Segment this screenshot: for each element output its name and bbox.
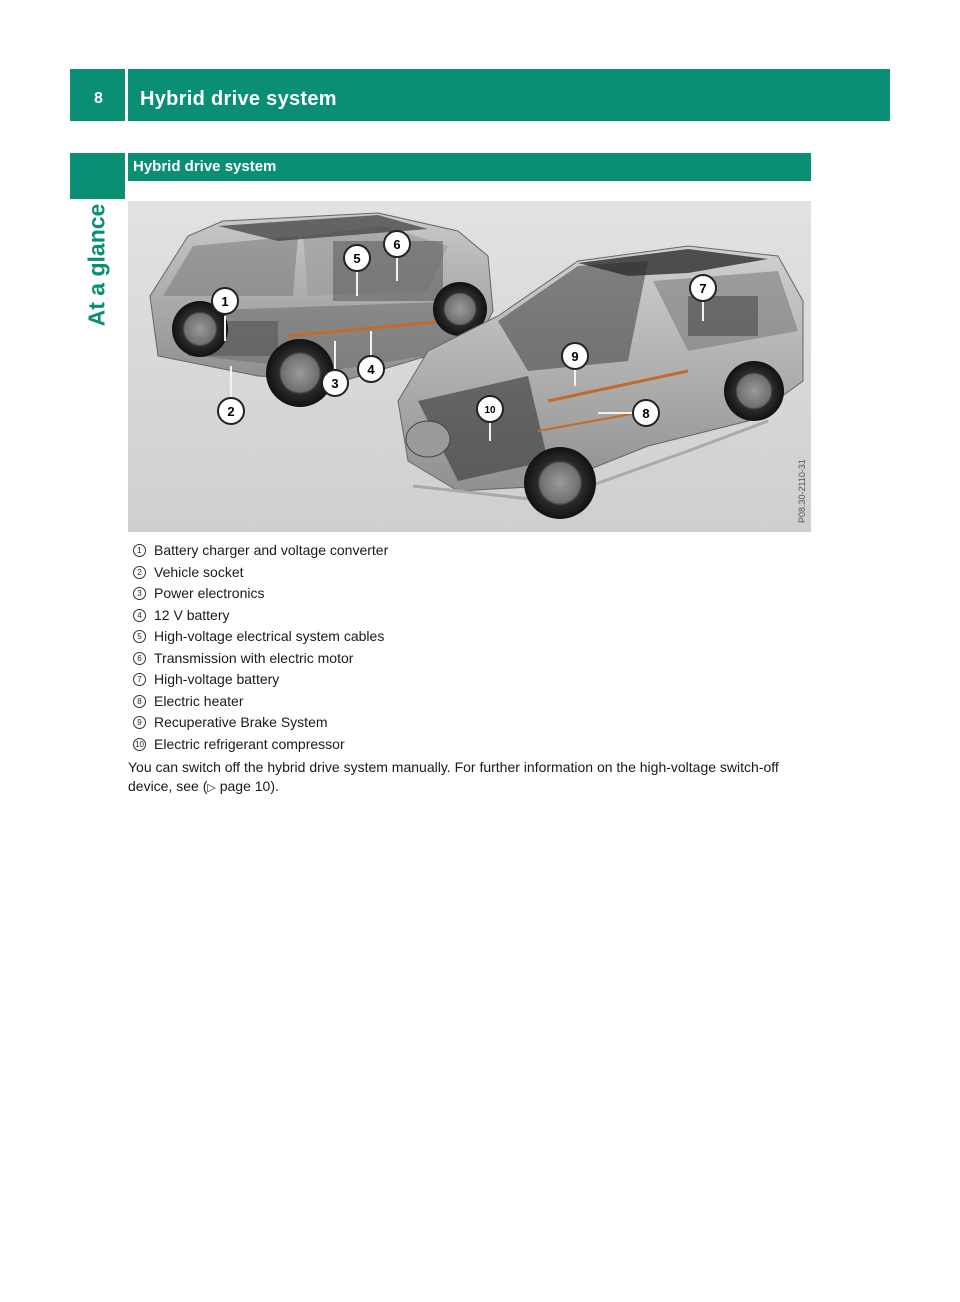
side-tab-label: At a glance [83, 203, 110, 327]
legend-number: 3 [133, 587, 146, 600]
legend-item [133, 691, 813, 713]
callout-2 [218, 398, 244, 424]
legend-number: 9 [133, 716, 146, 729]
callout-9 [562, 343, 588, 369]
legend-text: Electric refrigerant compressor [154, 735, 345, 752]
legend-item [133, 583, 813, 605]
section-title: Hybrid drive system [133, 158, 277, 175]
legend-list [133, 540, 813, 755]
legend-number: 2 [133, 566, 146, 579]
callout-10 [477, 396, 503, 422]
legend-text: Vehicle socket [154, 563, 244, 580]
legend-text: High-voltage electrical system cables [154, 628, 385, 644]
legend-item [133, 562, 813, 584]
legend-item [133, 734, 813, 756]
legend-text: Recuperative Brake System [154, 714, 328, 730]
page-title: Hybrid drive system [140, 88, 337, 110]
callout-4 [358, 356, 384, 382]
svg-text:9: 9 [571, 349, 579, 364]
legend-item [133, 669, 813, 691]
callout-1 [212, 288, 238, 314]
page-number: 8 [94, 90, 103, 107]
svg-text:10: 10 [484, 405, 496, 416]
svg-text:5: 5 [353, 251, 361, 266]
photo-code: P08.30-2110-31 [797, 459, 807, 523]
legend-number: 1 [133, 544, 146, 557]
legend-item [133, 712, 813, 734]
callout-7 [690, 275, 716, 301]
legend-item [133, 540, 813, 562]
legend-text: High-voltage battery [154, 671, 280, 687]
legend-number: 8 [133, 695, 146, 708]
callout-5 [344, 245, 370, 271]
legend-number: 7 [133, 673, 146, 686]
svg-text:2: 2 [227, 404, 235, 419]
legend-text: Transmission with electric motor [154, 649, 354, 666]
svg-text:3: 3 [331, 376, 339, 391]
page-reference-link[interactable]: page 10). [215, 778, 279, 794]
legend-text: Power electronics [154, 585, 265, 601]
svg-text:8: 8 [642, 406, 650, 421]
legend-text: Battery charger and voltage converter [154, 542, 389, 558]
callout-3 [322, 370, 348, 396]
callout-6 [384, 231, 410, 257]
svg-text:4: 4 [367, 362, 375, 377]
legend-item [133, 626, 813, 648]
switch-off-paragraph [128, 758, 818, 798]
legend-number: 6 [133, 652, 146, 665]
legend-number: 4 [133, 609, 146, 622]
legend-text: 12 V battery [154, 606, 230, 623]
legend-number: 5 [133, 630, 146, 643]
legend-item [133, 605, 813, 627]
svg-text:1: 1 [221, 294, 229, 309]
page-reference-arrow-icon: ▷ [207, 782, 216, 794]
legend-item [133, 648, 813, 670]
legend-text: Electric heater [154, 692, 244, 709]
svg-text:6: 6 [393, 237, 401, 252]
paragraph-text: You can switch off the hybrid drive system manually. For further information on the high-voltage switch-off device, see ( [128, 759, 779, 794]
legend-number: 10 [133, 738, 146, 751]
svg-text:7: 7 [699, 281, 707, 296]
callout-8 [633, 400, 659, 426]
side-tab-marker [70, 153, 125, 199]
hybrid-system-illustration [128, 201, 811, 532]
